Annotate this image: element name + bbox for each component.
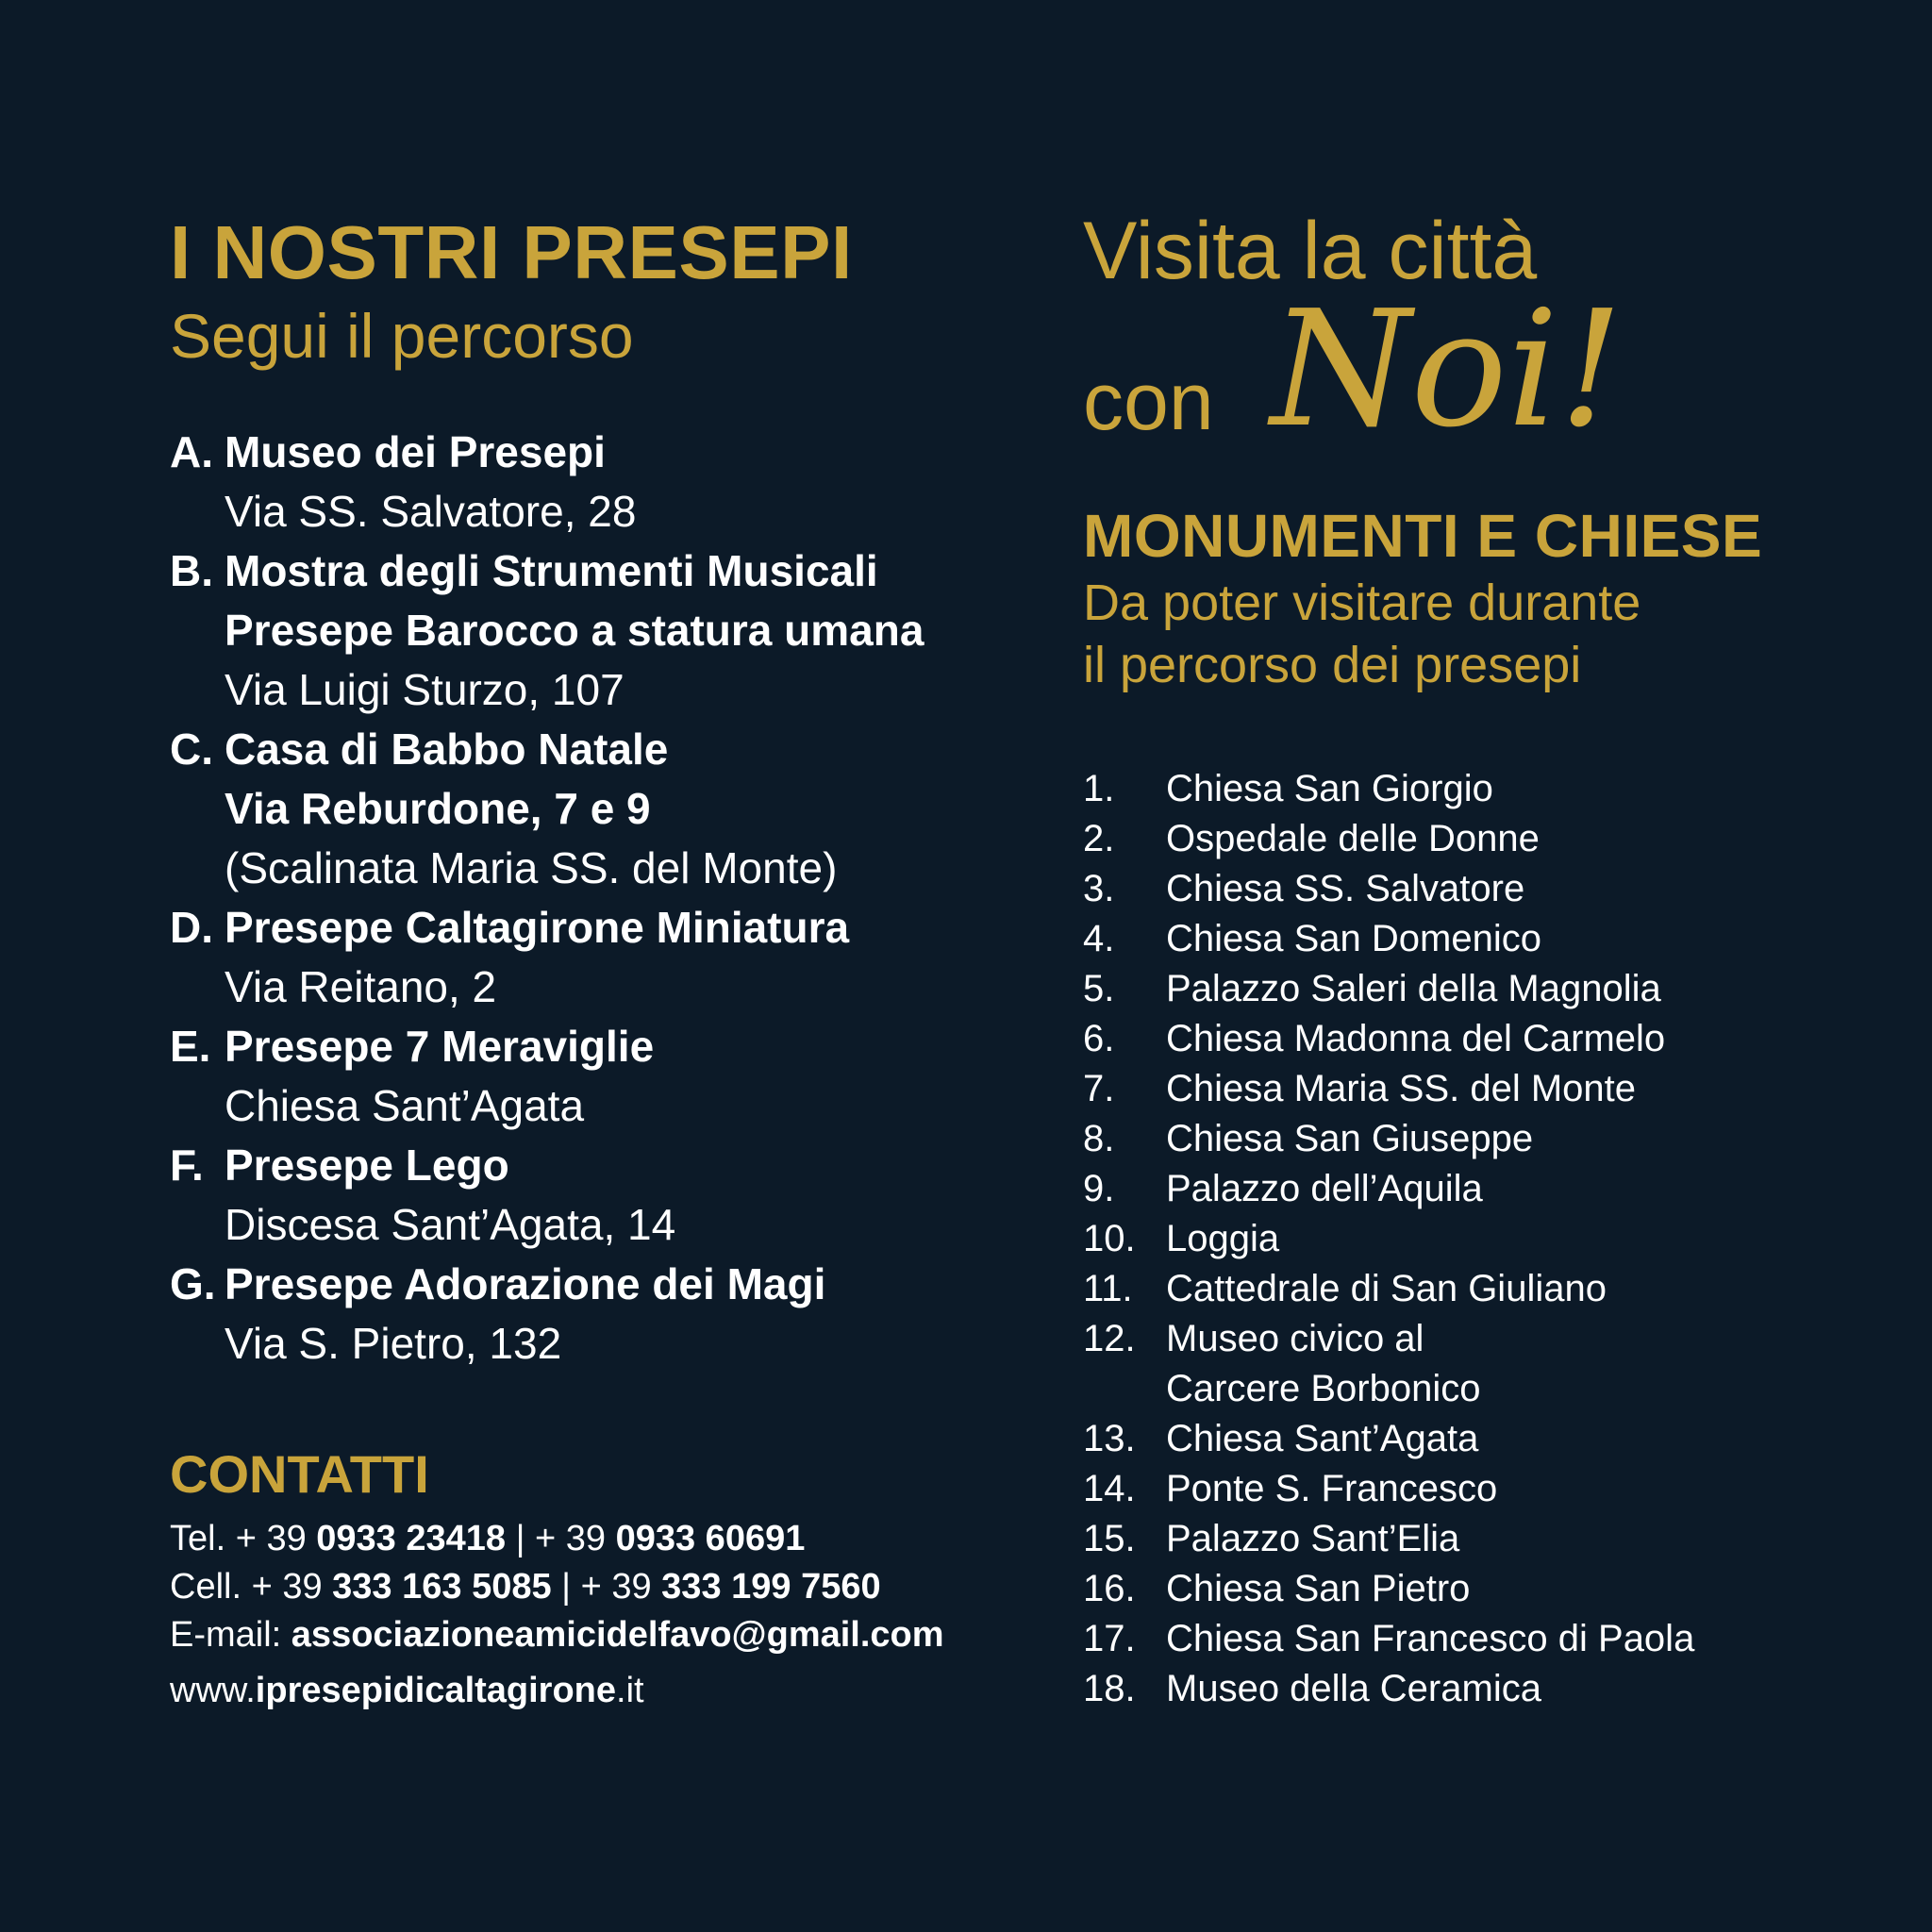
presepe-item	[170, 1017, 981, 1136]
monumento-number: 13.	[1083, 1418, 1136, 1459]
presepe-item	[170, 898, 981, 1017]
monumento-number: 11.	[1083, 1268, 1133, 1309]
monumenti-list	[1083, 764, 1838, 1714]
monumento-number: 6.	[1083, 1018, 1115, 1059]
presepe-name: Casa di Babbo Natale	[225, 724, 669, 774]
presepe-lines	[225, 541, 981, 720]
presepe-label: A.	[170, 427, 213, 476]
monumento-name-wrap	[1166, 1314, 1481, 1414]
monumento-item	[1083, 1114, 1838, 1164]
monumento-name: Chiesa SS. Salvatore	[1166, 868, 1525, 909]
monumento-item	[1083, 1464, 1838, 1514]
noi-script: Noi!	[1270, 276, 1624, 463]
monumento-name-wrap	[1166, 1264, 1607, 1314]
con-noi-row	[1083, 276, 1838, 463]
presepi-title: I NOSTRI PRESEPI	[170, 210, 853, 294]
monumento-number: 9.	[1083, 1168, 1115, 1209]
presepe-address: Discesa Sant’Agata, 14	[225, 1200, 676, 1249]
email-line	[170, 1611, 1000, 1659]
cell-number-1[interactable]: 333 163 5085	[332, 1567, 552, 1607]
presepe-name: Presepe Caltagirone Miniatura	[225, 903, 850, 952]
monumento-number: 1.	[1083, 768, 1115, 809]
contatti-section	[170, 1441, 1000, 1715]
presepe-address: (Scalinata Maria SS. del Monte)	[225, 843, 838, 892]
con-text: con	[1083, 357, 1214, 447]
monumenti-subtitle-2: il percorso dei presepi	[1083, 637, 1582, 693]
monumento-number: 16.	[1083, 1568, 1136, 1609]
tel-prefix: Tel. + 39	[170, 1519, 317, 1558]
monumento-name: Chiesa Sant’Agata	[1166, 1418, 1479, 1459]
presepe-name: Presepe Barocco a statura umana	[225, 606, 924, 655]
monumento-name-wrap	[1166, 964, 1661, 1014]
monumento-name-wrap	[1166, 1464, 1497, 1514]
presepe-address: Via S. Pietro, 132	[225, 1319, 562, 1368]
monumento-item	[1083, 1414, 1838, 1464]
monumento-item	[1083, 1314, 1838, 1414]
monumento-name-wrap	[1166, 1614, 1694, 1664]
monumento-name: Palazzo dell’Aquila	[1166, 1168, 1483, 1209]
tel-number-1[interactable]: 0933 23418	[316, 1519, 507, 1558]
presepe-label: G.	[170, 1259, 216, 1308]
email-link[interactable]: associazioneamicidelfavo@gmail.com	[291, 1615, 944, 1655]
presepe-lines	[225, 1255, 981, 1374]
tel-separator: | + 39	[506, 1519, 616, 1558]
monumento-number: 10.	[1083, 1218, 1136, 1259]
monumento-name: Chiesa Madonna del Carmelo	[1166, 1018, 1666, 1059]
monumento-item	[1083, 864, 1838, 914]
monumento-name-wrap	[1166, 1164, 1483, 1214]
presepe-item	[170, 1136, 981, 1255]
presepe-lines	[225, 1017, 981, 1136]
monumenti-column	[1083, 208, 1838, 1714]
presepe-item	[170, 1255, 981, 1374]
presepe-address: Via SS. Salvatore, 28	[225, 487, 637, 536]
monumento-name: Ospedale delle Donne	[1166, 818, 1540, 859]
monumento-name-wrap	[1166, 914, 1541, 964]
monumento-name: Carcere Borbonico	[1166, 1368, 1481, 1409]
monumento-name: Chiesa San Francesco di Paola	[1166, 1618, 1695, 1659]
cell-separator: | + 39	[551, 1567, 662, 1607]
monumento-name-wrap	[1166, 1014, 1665, 1064]
presepe-name: Presepe Adorazione dei Magi	[225, 1259, 826, 1308]
monumento-name-wrap	[1166, 814, 1540, 864]
presepe-label: B.	[170, 546, 213, 595]
presepe-lines	[225, 898, 981, 1017]
presepe-lines	[225, 1136, 981, 1255]
monumento-name-wrap	[1166, 864, 1524, 914]
monumento-item	[1083, 1564, 1838, 1614]
monumento-number: 14.	[1083, 1468, 1136, 1509]
presepe-address: Via Luigi Sturzo, 107	[225, 665, 625, 714]
monumento-item	[1083, 1264, 1838, 1314]
monumento-number: 15.	[1083, 1518, 1136, 1559]
monumento-number: 7.	[1083, 1068, 1115, 1109]
monumento-name: Chiesa San Giuseppe	[1166, 1118, 1534, 1159]
presepi-subtitle: Segui il percorso	[170, 301, 634, 371]
monumento-name-wrap	[1166, 1664, 1541, 1714]
presepe-name: Presepe Lego	[225, 1141, 509, 1190]
presepe-lines	[225, 720, 981, 898]
presepe-item	[170, 720, 981, 898]
presepe-label: D.	[170, 903, 213, 952]
presepe-item	[170, 423, 981, 541]
monumento-name: Cattedrale di San Giuliano	[1166, 1268, 1607, 1309]
monumento-name-wrap	[1166, 1064, 1636, 1114]
presepe-name: Mostra degli Strumenti Musicali	[225, 546, 878, 595]
presepe-address: Via Reitano, 2	[225, 962, 497, 1011]
monumento-item	[1083, 964, 1838, 1014]
monumento-item	[1083, 1664, 1838, 1714]
monumento-item	[1083, 1514, 1838, 1564]
monumento-item	[1083, 1214, 1838, 1264]
monumento-name-wrap	[1166, 1564, 1470, 1614]
monumento-name: Ponte S. Francesco	[1166, 1468, 1498, 1509]
monumento-item	[1083, 1064, 1838, 1114]
monumento-name-wrap	[1166, 764, 1493, 814]
monumento-number: 12.	[1083, 1318, 1136, 1359]
presepe-lines	[225, 423, 981, 541]
monumento-number: 18.	[1083, 1668, 1136, 1709]
presepe-address: Chiesa Sant’Agata	[225, 1081, 585, 1130]
cell-prefix: Cell. + 39	[170, 1567, 333, 1607]
monumento-number: 17.	[1083, 1618, 1136, 1659]
monumento-item	[1083, 914, 1838, 964]
monumento-name-wrap	[1166, 1114, 1533, 1164]
monumento-name: Chiesa San Pietro	[1166, 1568, 1471, 1609]
presepe-label: C.	[170, 724, 213, 774]
monumento-number: 3.	[1083, 868, 1115, 909]
monumento-number: 5.	[1083, 968, 1115, 1009]
presepe-item	[170, 541, 981, 720]
web-name: ipresepidicaltagirone	[255, 1671, 617, 1710]
monumento-number: 8.	[1083, 1118, 1115, 1159]
monumento-item	[1083, 1164, 1838, 1214]
monumento-number: 4.	[1083, 918, 1115, 959]
monumento-number: 2.	[1083, 818, 1115, 859]
visita-heading: Visita la città	[1083, 206, 1538, 296]
monumenti-title: MONUMENTI E CHIESE	[1083, 502, 1763, 570]
monumento-name: Museo civico al	[1166, 1318, 1424, 1359]
web-suffix: .it	[616, 1671, 644, 1710]
tel-line	[170, 1515, 1000, 1563]
monumento-item	[1083, 1014, 1838, 1064]
monumento-name-wrap	[1166, 1514, 1459, 1564]
presepe-name: Museo dei Presepi	[225, 427, 606, 476]
presepi-list	[170, 423, 981, 1374]
cell-number-2[interactable]: 333 199 7560	[661, 1567, 881, 1607]
web-prefix: www.	[170, 1671, 256, 1710]
monumento-name: Museo della Ceramica	[1166, 1668, 1541, 1709]
presepe-label: E.	[170, 1022, 211, 1071]
monumento-item	[1083, 764, 1838, 814]
email-prefix: E-mail:	[170, 1615, 291, 1655]
website-link[interactable]	[170, 1667, 1000, 1715]
contatti-title: CONTATTI	[170, 1444, 429, 1504]
monumenti-subtitle-1: Da poter visitare durante	[1083, 575, 1641, 631]
tel-number-2[interactable]: 0933 60691	[615, 1519, 806, 1558]
monumento-name-wrap	[1166, 1214, 1279, 1264]
presepe-name: Via Reburdone, 7 e 9	[225, 784, 651, 833]
cell-line	[170, 1563, 1000, 1611]
monumento-name: Palazzo Saleri della Magnolia	[1166, 968, 1661, 1009]
monumento-item	[1083, 814, 1838, 864]
monumento-name: Loggia	[1166, 1218, 1280, 1259]
monumento-name: Chiesa San Giorgio	[1166, 768, 1493, 809]
monumento-name-wrap	[1166, 1414, 1478, 1464]
monumento-name: Chiesa Maria SS. del Monte	[1166, 1068, 1637, 1109]
monumento-name: Chiesa San Domenico	[1166, 918, 1541, 959]
presepe-label: F.	[170, 1141, 204, 1190]
presepi-column	[170, 208, 981, 1374]
presepe-name: Presepe 7 Meraviglie	[225, 1022, 655, 1071]
monumento-item	[1083, 1614, 1838, 1664]
monumento-name: Palazzo Sant’Elia	[1166, 1518, 1460, 1559]
